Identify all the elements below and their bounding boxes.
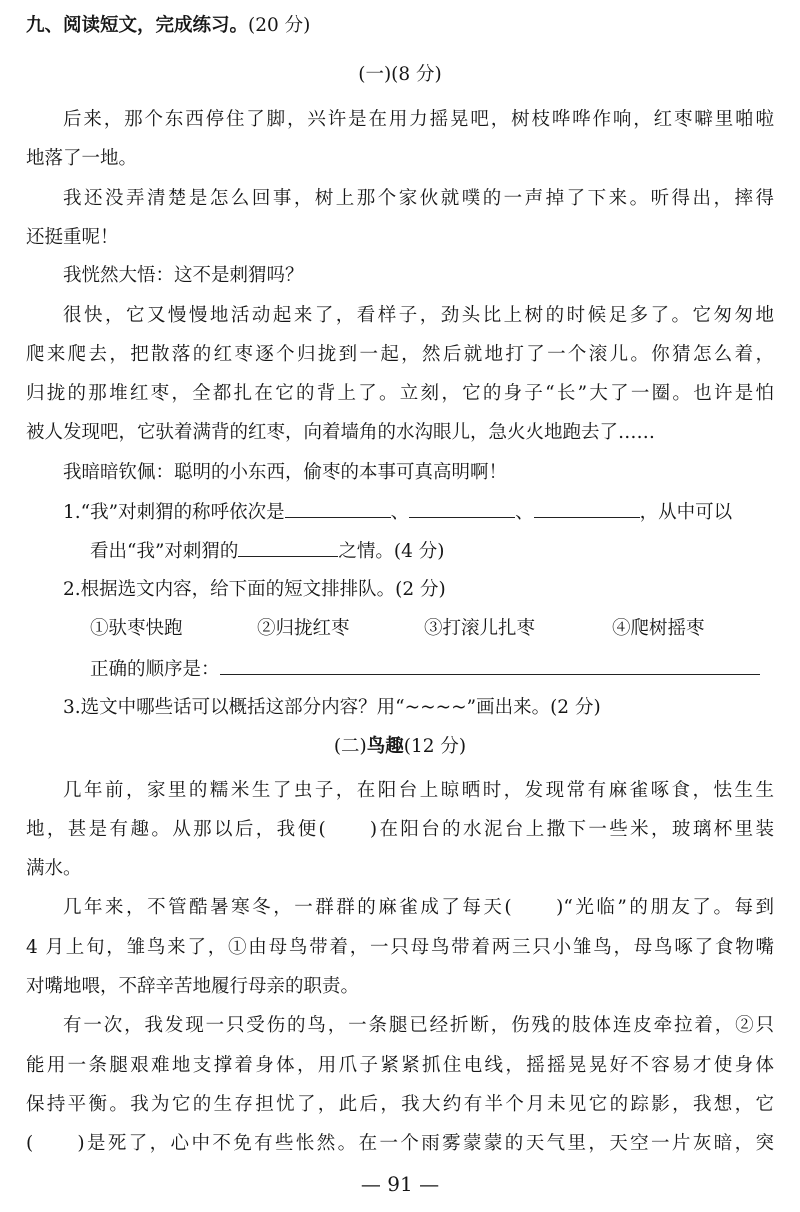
section-title: 九、阅读短文，完成练习。 <box>26 15 249 36</box>
option-item: ②归拢红枣 <box>257 618 350 639</box>
passage-line: 很快，它又慢慢地活动起来了，看样子，劲头比上树的时候足多了。它匆匆地 <box>63 305 774 326</box>
passage-line: 还挺重呢！ <box>26 227 119 248</box>
answer-blank-2[interactable] <box>409 499 515 518</box>
part2-title-prefix: (二) <box>333 736 367 757</box>
question-2: 2.根据选文内容，给下面的短文排排队。(2 分) <box>63 579 446 600</box>
separator: 、 <box>390 502 410 523</box>
passage-line: 爬来爬去，把散落的红枣逐个归拢到一起，然后就地打了一个滚儿。你猜怎么着， <box>26 344 774 365</box>
option-item: ④爬树摇枣 <box>612 618 705 639</box>
passage-line: 能用一条腿艰难地支撑着身体，用爪子紧紧抓住电线，摇摇晃晃好不容易才使身体 <box>26 1055 774 1076</box>
passage-line: 我暗暗钦佩：聪明的小东西，偷枣的本事可真高明啊！ <box>63 462 508 483</box>
question-1-line2 <box>90 538 445 565</box>
option-item: ①驮枣快跑 <box>90 618 183 639</box>
passage-line: 有一次，我发现一只受伤的鸟，一条腿已经折断，伤残的肢体连皮牵拉着，②只 <box>63 1015 774 1036</box>
section-heading <box>26 13 310 39</box>
question-1-text-2: 看出“我”对刺猬的 <box>90 541 239 562</box>
part2-title-name: 鸟趣 <box>366 736 404 757</box>
passage-line: 被人发现吧，它驮着满背的红枣，向着墙角的水沟眼儿，急火火地跑去了…… <box>26 422 656 443</box>
passage-line: 后来，那个东西停住了脚，兴许是在用力摇晃吧，树枝哗哗作响，红枣噼里啪啦 <box>63 109 774 130</box>
question-1-text-3: 之情。(4 分) <box>338 541 445 562</box>
separator: 、 <box>515 502 534 523</box>
answer-blank-3[interactable] <box>534 499 640 518</box>
answer-label: 正确的顺序是： <box>90 659 220 680</box>
passage-line: 对嘴地喂，不辞辛苦地履行母亲的职责。 <box>26 976 360 997</box>
section-score: (20 分) <box>248 15 311 36</box>
question-1-text-cont: ，从中可以 <box>639 502 733 523</box>
passage-line: 几年来，不管酷暑寒冬，一群群的麻雀成了每天( )“光临”的朋友了。每到 <box>63 897 774 918</box>
passage-line: 满水。 <box>26 858 82 879</box>
passage-line: 地，甚是有趣。从那以后，我便( )在阳台的水泥台上撒下一些米，玻璃杯里装 <box>26 819 774 840</box>
question-1-text: 1.“我”对刺猬的称呼依次是 <box>63 502 285 523</box>
question-3: 3.选文中哪些话可以概括这部分内容？用“~~~~”画出来。(2 分) <box>63 697 601 718</box>
question-1-line1 <box>63 499 732 526</box>
answer-line[interactable] <box>220 656 760 675</box>
question-2-answer <box>90 656 760 683</box>
passage-line: 我恍然大悟：这不是刺猬吗？ <box>63 265 304 286</box>
answer-blank-4[interactable] <box>238 538 338 557</box>
passage-line: 4 月上旬，雏鸟来了，①由母鸟带着，一只母鸟带着两三只小雏鸟，母鸟啄了食物嘴 <box>26 937 774 958</box>
answer-blank-1[interactable] <box>285 499 391 518</box>
part2-title-score: (12 分) <box>403 736 467 757</box>
passage-line: ( )是死了，心中不免有些怅然。在一个雨雾蒙蒙的天气里，天空一片灰暗，突 <box>26 1133 774 1154</box>
part2-title <box>0 734 800 760</box>
part1-title: (一)(8 分) <box>358 64 442 85</box>
page-number: — 91 — <box>360 1172 440 1196</box>
passage-line: 地落了一地。 <box>26 148 138 169</box>
passage-line: 归拢的那堆红枣，全都扎在它的背上了。立刻，它的身子“长”大了一圈。也许是怕 <box>26 383 774 404</box>
passage-line: 我还没弄清楚是怎么回事，树上那个家伙就噗的一声掉了下来。听得出，摔得 <box>63 188 774 209</box>
passage-line: 几年前，家里的糯米生了虫子，在阳台上晾晒时，发现常有麻雀啄食，怯生生 <box>63 780 774 801</box>
passage-line: 保持平衡。我为它的生存担忧了，此后，我大约有半个月未见它的踪影，我想，它 <box>26 1094 774 1115</box>
option-item: ③打滚儿扎枣 <box>424 618 536 639</box>
